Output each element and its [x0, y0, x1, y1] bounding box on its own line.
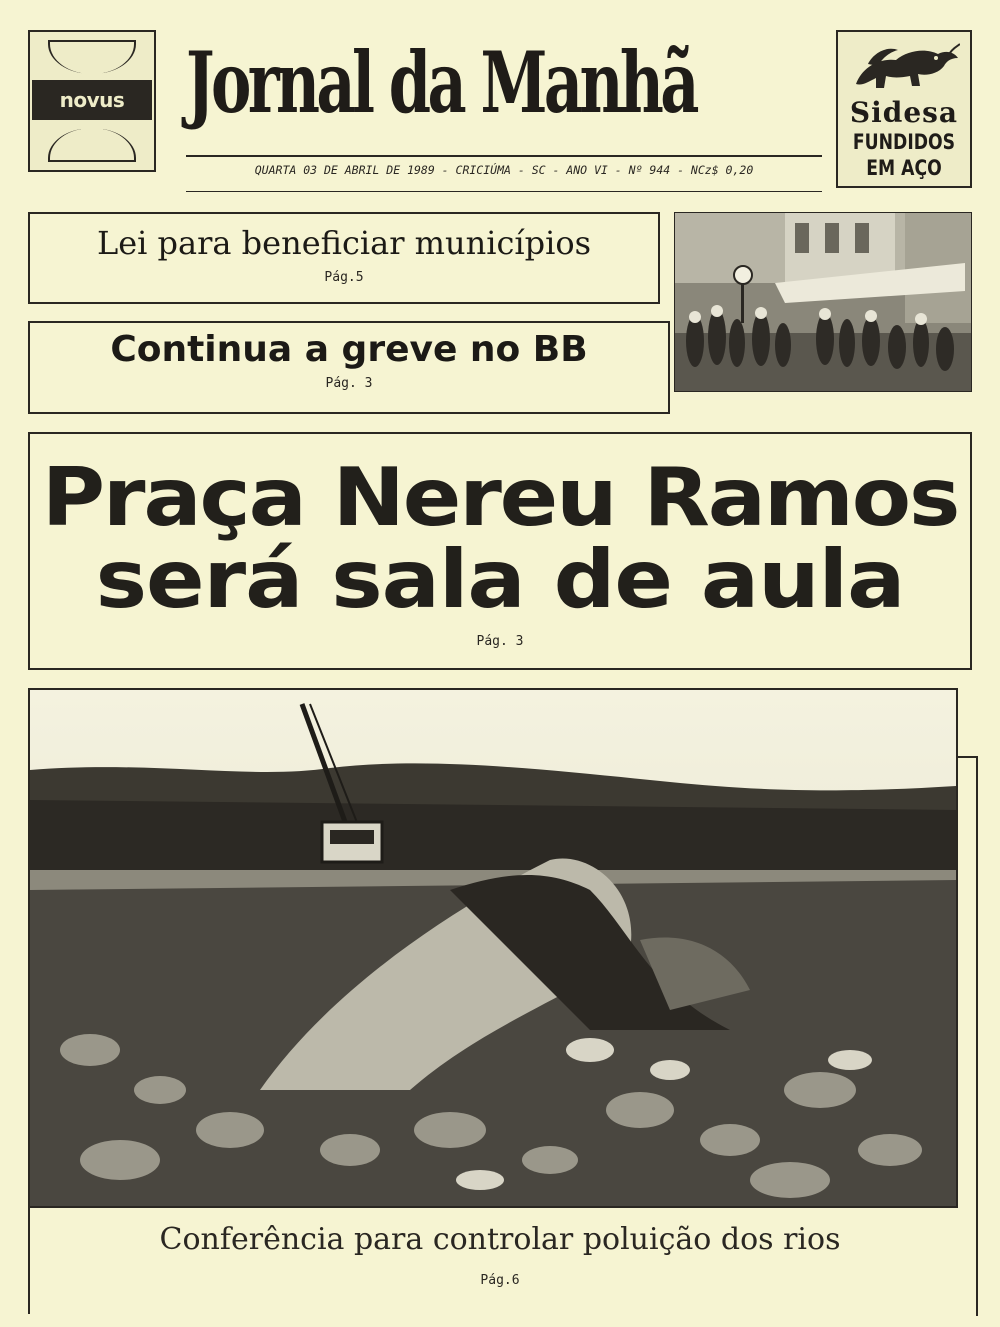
headline-title: Continua a greve no BB [110, 329, 588, 370]
masthead-rule-bottom [186, 191, 822, 192]
headline-title: Lei para beneficiar municípios [96, 224, 592, 262]
headline-box-greve [28, 321, 670, 414]
mining-photo-image [30, 690, 956, 1206]
photo-caption: Conferência para controlar poluição dos rios [159, 1222, 841, 1257]
novus-logo-text: novus [32, 80, 152, 120]
sidesa-slogan-line2: EM AÇO [866, 156, 942, 180]
sidesa-slogan-line1: FUNDIDOS [852, 130, 956, 154]
headline-box-municipios [28, 212, 660, 304]
sidesa-ad [836, 30, 972, 188]
page-reference: Pág. 3 [476, 634, 524, 649]
newspaper-title: Jornal da Manhã [186, 33, 696, 132]
dateline: QUARTA 03 DE ABRIL DE 1989 - CRICIÚMA - SC - ANO VI - Nº 944 - NCz$ 0,20 [254, 163, 754, 177]
masthead-rule [186, 155, 822, 157]
main-headline-line2: será sala de aula [95, 533, 905, 626]
strike-photo-image [675, 213, 972, 392]
novus-logo-top-shape [48, 40, 136, 74]
main-headline-box [28, 432, 972, 670]
strike-photo [674, 212, 972, 392]
novus-ad [28, 30, 156, 172]
sidesa-dragon-logo [848, 40, 960, 98]
page-reference: Pág.5 [324, 270, 364, 285]
sidesa-brand: Sidesa [849, 96, 959, 129]
page-reference: Pág.6 [480, 1273, 520, 1288]
mining-photo [28, 688, 958, 1208]
frame-rule [976, 756, 978, 1316]
frame-rule [958, 756, 978, 758]
page-reference: Pág. 3 [325, 376, 373, 391]
novus-logo-bottom-shape [48, 128, 136, 162]
main-headline-line1: Praça Nereu Ramos [41, 451, 959, 544]
